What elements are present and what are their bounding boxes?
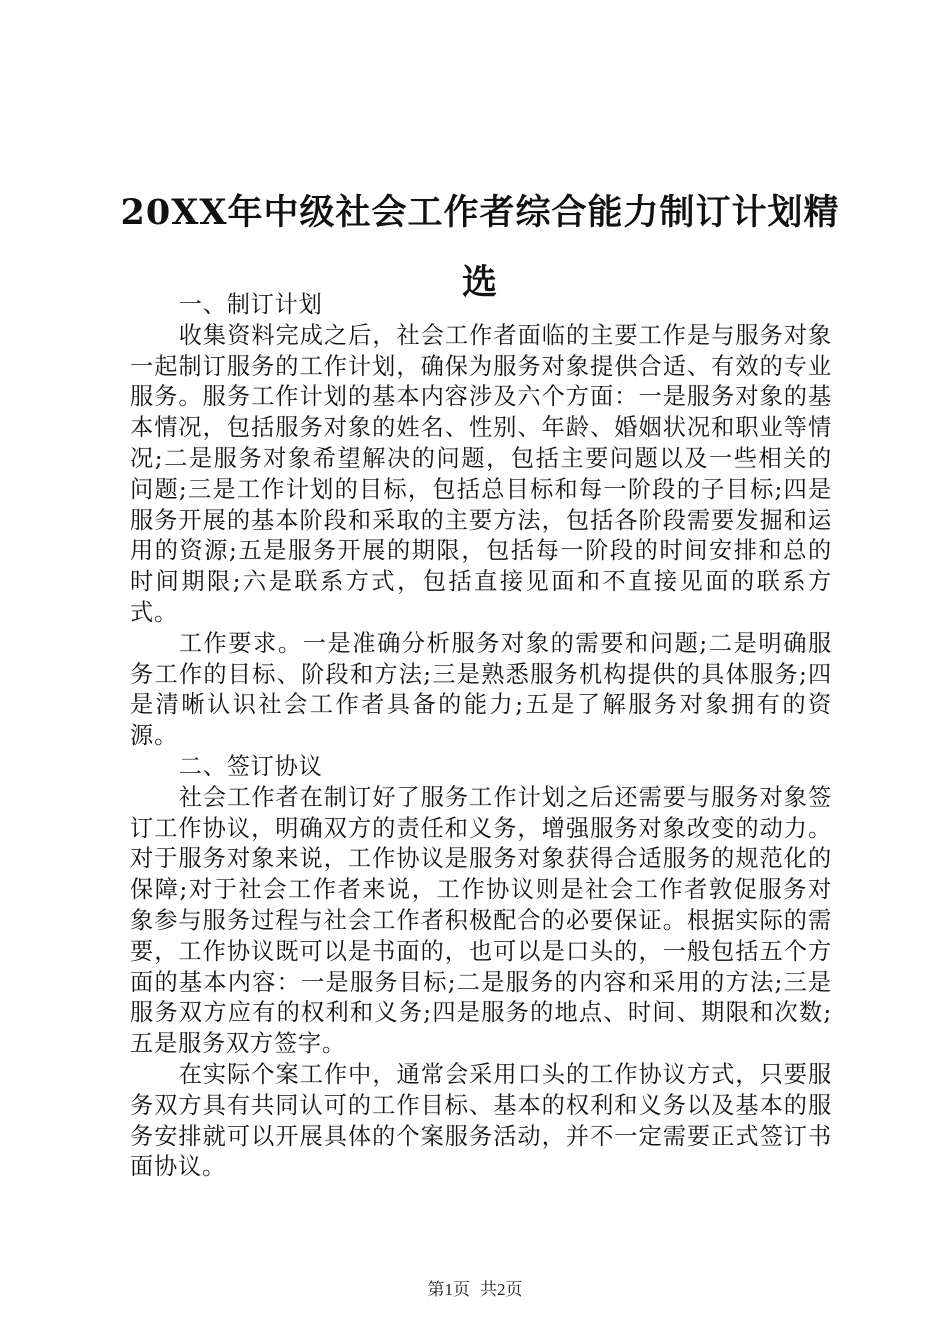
section-heading: 二、签订协议	[178, 752, 323, 780]
document-title: 20XX年中级社会工作者综合能力制订计划精选	[120, 192, 840, 303]
paragraph: 工作要求。一是准确分析服务对象的需要和问题;二是明确服务工作的目标、阶段和方法;三是熟悉服务机构提供的具体服务;四是清晰认识社会工作者具备的能力;五是了解服务对象拥有的资源。	[130, 629, 832, 750]
paragraph: 在实际个案工作中，通常会采用口头的工作协议方式，只要服务双方具有共同认可的工作目标、基本的权利和义务以及基本的服务安排就可以开展具体的个案服务活动，并不一定需要正式签订书面协议。	[130, 1060, 832, 1181]
page-number: 第1页	[427, 1280, 470, 1299]
paragraph: 收集资料完成之后，社会工作者面临的主要工作是与服务对象一起制订服务的工作计划，确保为服务对象提供合适、有效的专业服务。服务工作计划的基本内容涉及六个方面：一是服务对象的基本情况，包括服务对象的姓名、性别、年龄、婚姻状况和职业等情况;二是服务对象希望解决的问题，包括主要问题以及一些相关的问题;三是工作计划的目标，包括总目标和每一阶段的子目标;四是服务开展的基本阶段和采取的主要方法，包括各阶段需要发掘和运用的资源;五是服务开展的期限，包括每一阶段的时间安排和总的时间期限;六是联系方式，包括直接见面和不直接见面的联系方式。	[130, 321, 832, 626]
page-footer	[0, 1275, 950, 1300]
document-body	[130, 290, 832, 1183]
page-total: 共2页	[480, 1280, 523, 1299]
section-heading: 一、制订计划	[178, 291, 323, 318]
paragraph: 社会工作者在制订好了服务工作计划之后还需要与服务对象签订工作协议，明确双方的责任和义务，增强服务对象改变的动力。对于服务对象来说，工作协议是服务对象获得合适服务的规范化的保障;对于社会工作者来说，工作协议则是社会工作者敦促服务对象参与服务过程与社会工作者积极配合的必要保证。根据实际的需要，工作协议既可以是书面的，也可以是口头的，一般包括五个方面的基本内容：一是服务目标;二是服务的内容和采用的方法;三是服务双方应有的权利和义务;四是服务的地点、时间、期限和次数;五是服务双方签字。	[130, 783, 832, 1058]
